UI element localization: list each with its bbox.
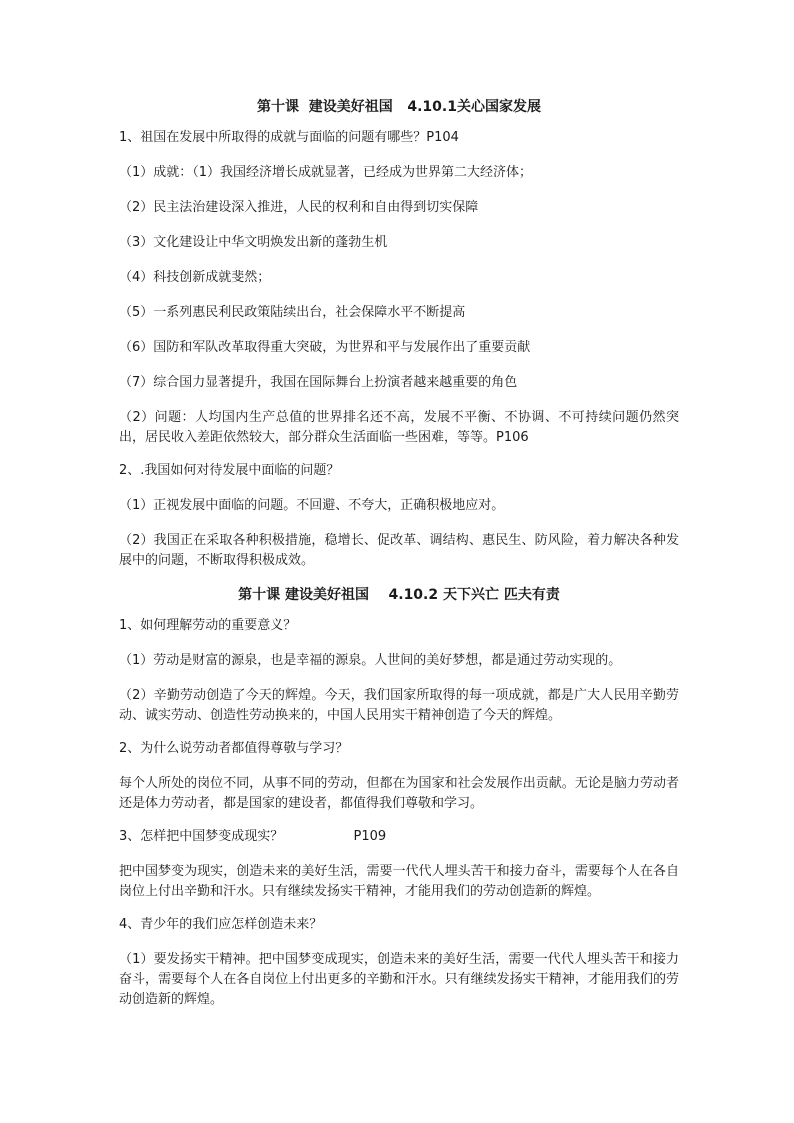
answer-labor-1: （1）劳动是财富的源泉，也是幸福的源泉。人世间的美好梦想，都是通过劳动实现的。 <box>119 653 622 668</box>
question-2: 2、.我国如何对待发展中面临的问题？ <box>119 463 340 478</box>
answer-attitude-2: （2）我国正在采取各种积极措施，稳增长、促改革、调结构、惠民生、防风险，着力解决各种发展中的问题，不断取得积极成效。 <box>119 533 679 568</box>
question-china-dream: 3、怎样把中国梦变成现实？ P109 <box>119 829 387 844</box>
answer-achievement-5: （5）一系列惠民利民政策陆续出台，社会保障水平不断提高 <box>119 305 466 320</box>
answer-achievement-2: （2）民主法治建设深入推进，人民的权利和自由得到切实保障 <box>119 200 479 215</box>
answer-achievement-4: （4）科技创新成就斐然； <box>119 270 271 285</box>
answer-achievement-6: （6）国防和军队改革取得重大突破，为世界和平与发展作出了重要贡献 <box>119 340 531 355</box>
answer-labor-2: （2）辛勤劳动创造了今天的辉煌。今天，我们国家所取得的每一项成就，都是广大人民用辛勤劳动、诚实劳动、创造性劳动换来的，中国人民用实干精神创造了今天的辉煌。 <box>119 688 679 723</box>
question-respect-workers: 2、为什么说劳动者都值得尊敬与学习？ <box>119 741 349 756</box>
question-youth-future: 4、青少年的我们应怎样创造未来？ <box>119 917 323 932</box>
section2-title: 第十课 建设美好祖国 4.10.2 天下兴亡 匹夫有责 <box>238 587 560 603</box>
answer-respect-workers: 每个人所处的岗位不同，从事不同的劳动，但都在为国家和社会发展作出贡献。无论是脑力劳动者还是体力劳动者，都是国家的建设者，都值得我们尊敬和学习。 <box>119 776 679 811</box>
answer-youth-future: （1）要发扬实干精神。把中国梦变成现实，创造未来的美好生活，需要一代代人埋头苦干和接力奋斗，需要每个人在各自岗位上付出更多的辛勤和汗水。只有继续发扬实干精神，才能用我们的劳动创造新的辉煌。 <box>119 952 679 1007</box>
answer-attitude-1: （1）正视发展中面临的问题。不回避、不夸大，正确积极地应对。 <box>119 498 505 513</box>
document-body <box>119 96 679 1025</box>
answer-achievement-1: （1）成就：（1）我国经济增长成就显著，已经成为世界第二大经济体； <box>119 165 533 180</box>
answer-achievement-7: （7）综合国力显著提升，我国在国际舞台上扮演者越来越重要的角色 <box>119 375 518 390</box>
answer-china-dream: 把中国梦变为现实，创造未来的美好生活，需要一代代人埋头苦干和接力奋斗，需要每个人在各自岗位上付出辛勤和汗水。只有继续发扬实干精神，才能用我们的劳动创造新的辉煌。 <box>119 864 679 899</box>
question-labor-meaning: 1、如何理解劳动的重要意义？ <box>119 618 297 633</box>
answer-problems: （2）问题：人均国内生产总值的世界排名还不高，发展不平衡、不协调、不可持续问题仍然突出，居民收入差距依然较大，部分群众生活面临一些困难，等等。P106 <box>119 410 679 445</box>
answer-achievement-3: （3）文化建设让中华文明焕发出新的蓬勃生机 <box>119 235 388 250</box>
question-1: 1、祖国在发展中所取得的成就与面临的问题有哪些？P104 <box>119 130 459 145</box>
section1-title: 第十课 建设美好祖国 4.10.1关心国家发展 <box>257 99 541 115</box>
